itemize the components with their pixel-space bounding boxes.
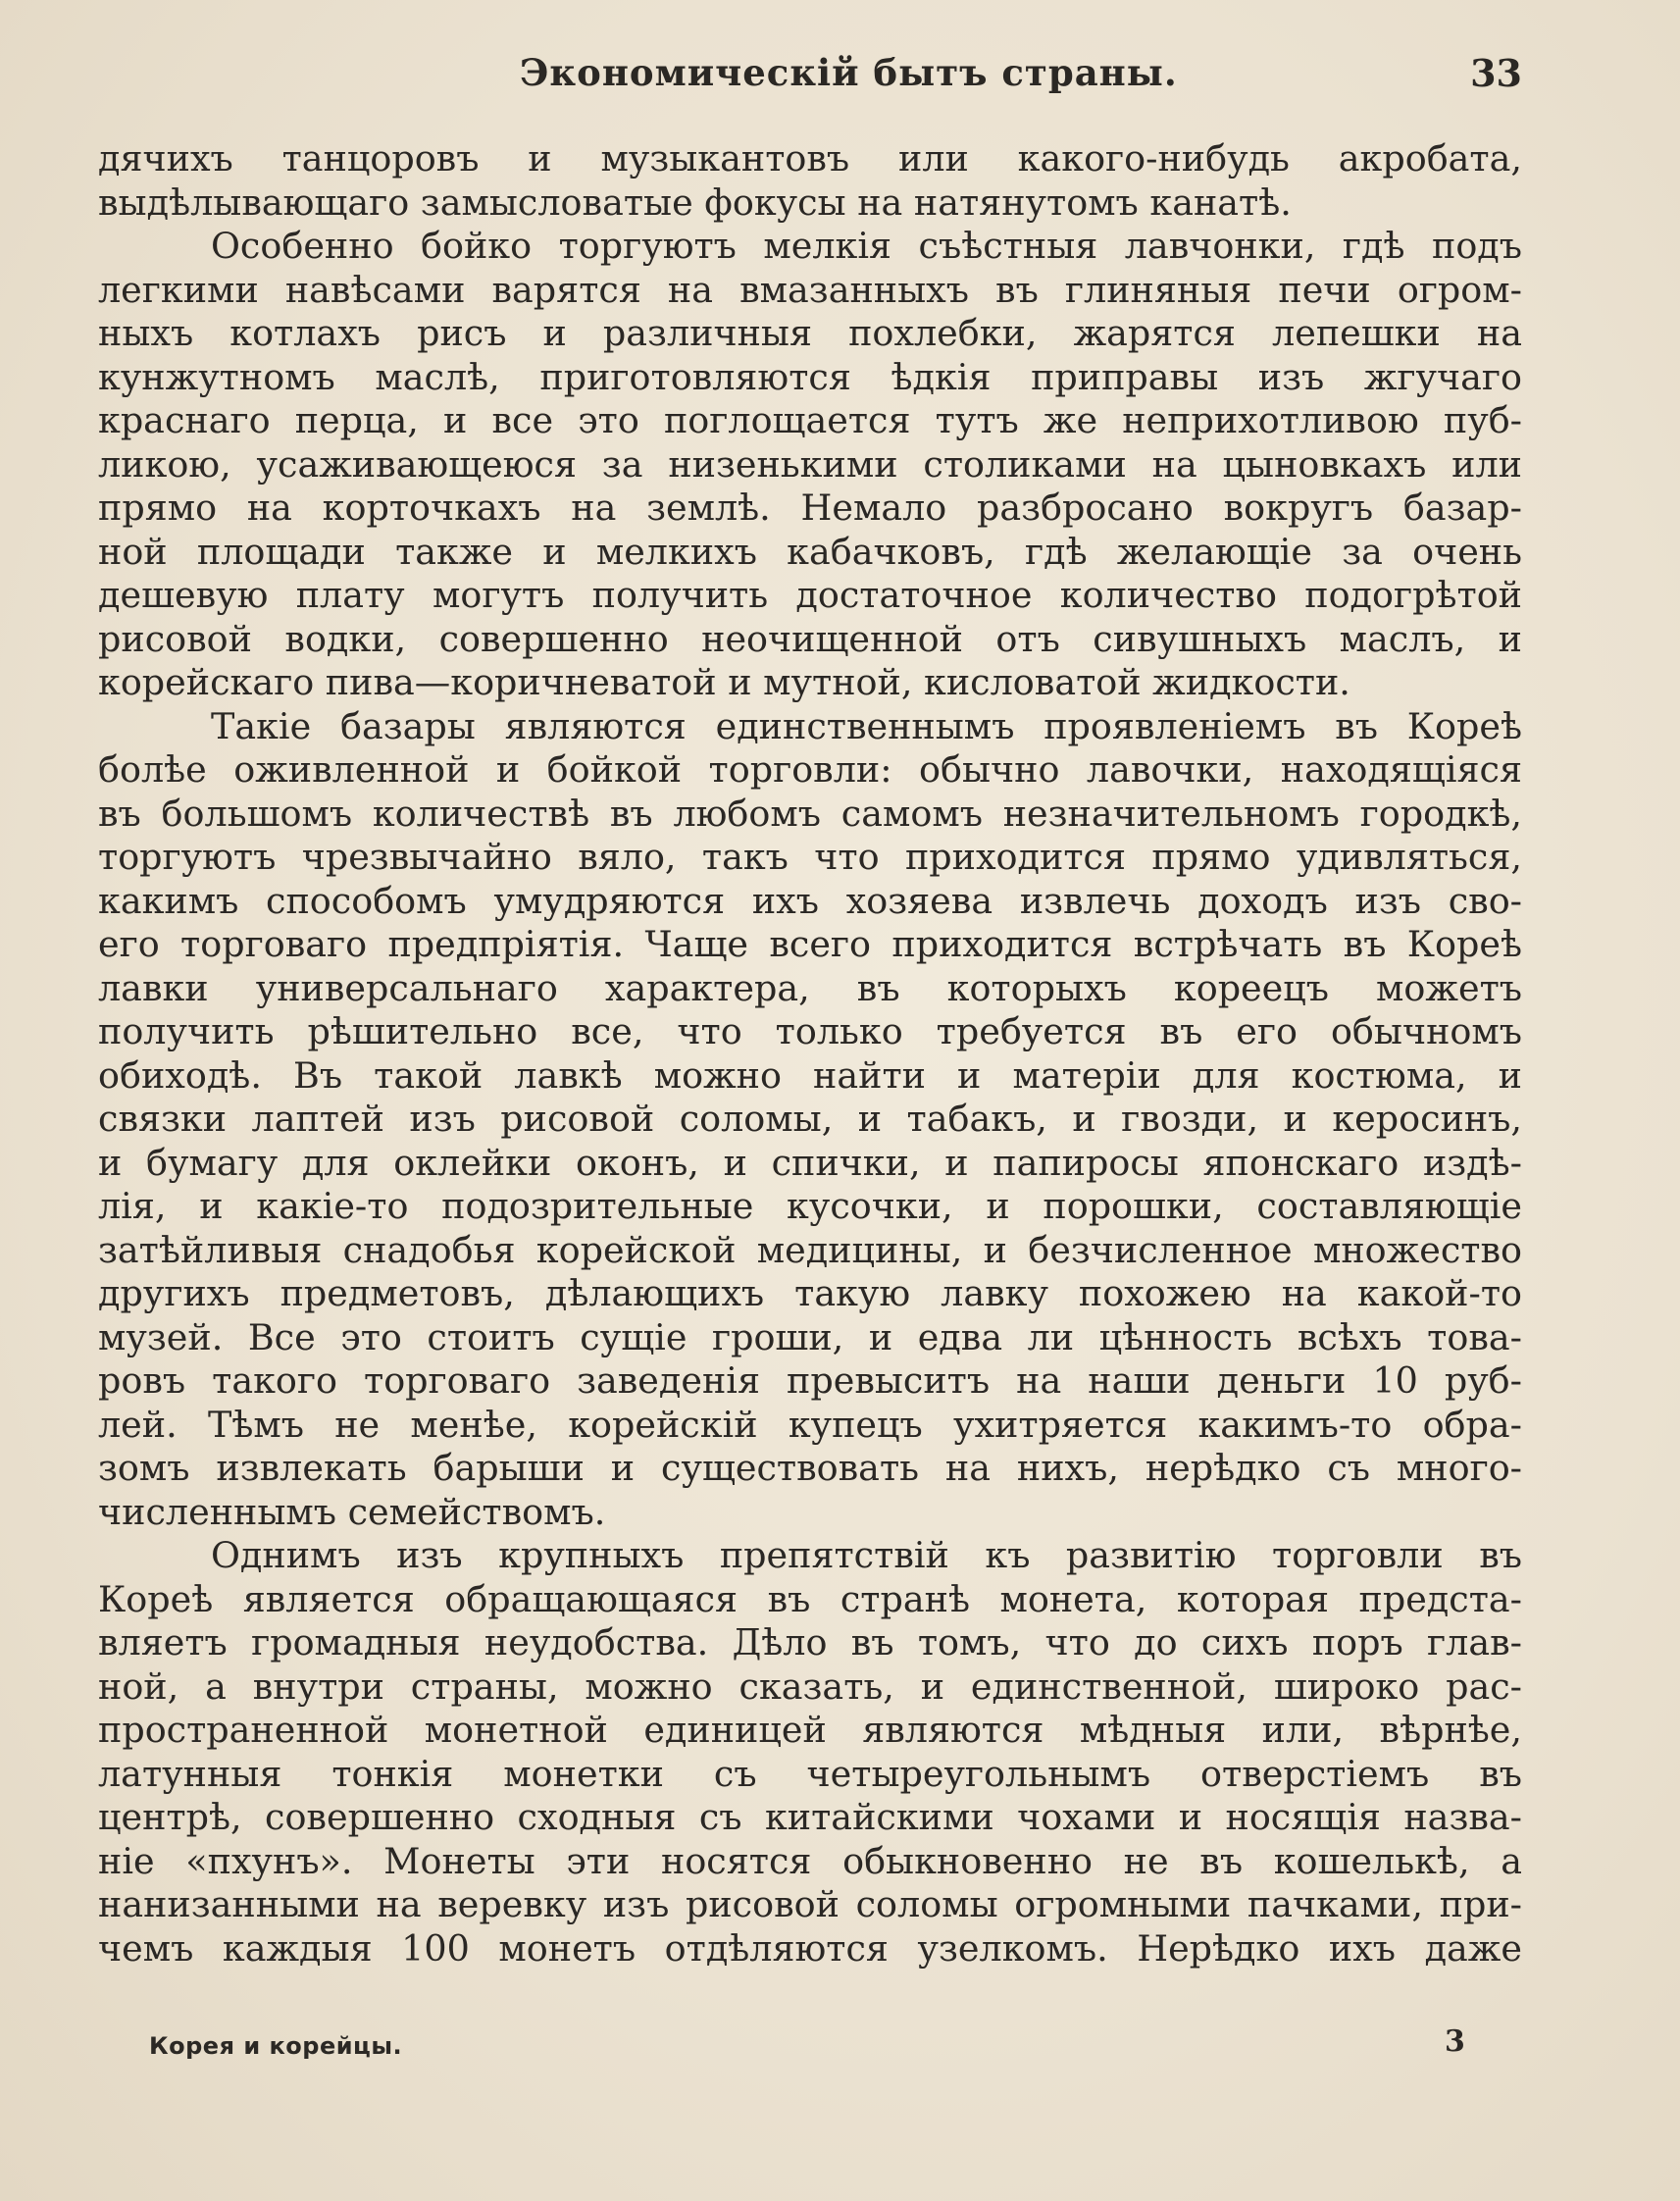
text-line: Такіе базары являются единственнымъ проявленіемъ въ Кореѣ (211, 704, 1522, 747)
text-line: лей. Тѣмъ не менѣе, корейскій купецъ ухитряется какимъ-то обра- (98, 1403, 1522, 1446)
text-line: лавки универсальнаго характера, въ которыхъ кореецъ можетъ (98, 966, 1522, 1009)
text-line: численнымъ семействомъ. (98, 1490, 606, 1533)
text-line: торгуютъ чрезвычайно вяло, такъ что приходится прямо удивляться, (98, 836, 1522, 878)
page-number: 33 (1470, 51, 1522, 95)
text-line: музей. Все это стоитъ сущіе гроши, и едва ли цѣнность всѣхъ това- (98, 1315, 1522, 1358)
signature-mark: Корея и корейцы. (149, 2032, 403, 2060)
text-line: Особенно бойко торгуютъ мелкія съѣстныя лавчонки, гдѣ подъ (211, 225, 1522, 267)
text-line: дячихъ танцоровъ и музыкантовъ или какого-нибудь акробата, (98, 137, 1522, 179)
text-line: чемъ каждыя 100 монетъ отдѣляются узелкомъ. Нерѣдко ихъ даже (98, 1926, 1522, 1970)
text-line: кунжутномъ маслѣ, приготовляются ѣдкія приправы изъ жгучаго (98, 355, 1522, 398)
text-line: зомъ извлекать барыши и существовать на нихъ, нерѣдко съ много- (98, 1447, 1522, 1489)
text-line: связки лаптей изъ рисовой соломы, и табакъ, и гвозди, и керосинъ, (98, 1098, 1522, 1140)
text-line: лія, и какіе-то подозрительные кусочки, и порошки, составляющіе (98, 1185, 1522, 1227)
text-line: вляетъ громадныя неудобства. Дѣло въ томъ, что до сихъ поръ глав- (98, 1621, 1522, 1664)
text-line: какимъ способомъ умудряются ихъ хозяева извлечь доходъ изъ сво- (98, 879, 1522, 922)
text-line: болѣе оживленной и бойкой торговли: обычно лавочки, находящіяся (98, 748, 1522, 791)
text-line: ныхъ котлахъ рисъ и различныя похлебки, жарятся лепешки на (98, 312, 1522, 354)
text-line: пространенной монетной единицей являются мѣдныя или, вѣрнѣе, (98, 1709, 1522, 1751)
sheet-number: 3 (1445, 2024, 1465, 2059)
running-head (98, 51, 1522, 100)
text-line: въ большомъ количествѣ въ любомъ самомъ незначительномъ городкѣ, (98, 792, 1522, 835)
text-line: центрѣ, совершенно сходныя съ китайскими чохами и носящія назва- (98, 1796, 1522, 1838)
text-line: выдѣлывающаго замысловатые фокусы на натянутомъ канатѣ. (98, 180, 1292, 224)
text-line: ной, а внутри страны, можно сказать, и единственной, широко рас- (98, 1664, 1522, 1708)
text-line: легкими навѣсами варятся на вмазанныхъ въ глиняныя печи огром- (98, 268, 1522, 311)
text-line: ніе «пхунъ». Монеты эти носятся обыкновенно не въ кошелькѣ, а (98, 1839, 1522, 1882)
page-footer (98, 2024, 1522, 2064)
text-line: дешевую плату могутъ получить достаточное количество подогрѣтой (98, 574, 1522, 616)
text-line: Однимъ изъ крупныхъ препятствій къ развитію торговли въ (211, 1534, 1522, 1576)
text-line: его торговаго предпріятія. Чаще всего приходится встрѣчать въ Кореѣ (98, 923, 1522, 965)
text-line: обиходѣ. Въ такой лавкѣ можно найти и матеріи для костюма, и (98, 1053, 1522, 1097)
text-line: другихъ предметовъ, дѣлающихъ такую лавку похожею на какой-то (98, 1272, 1522, 1314)
text-line: ровъ такого торговаго заведенія превыситъ на наши деньги 10 руб- (98, 1359, 1522, 1402)
text-line: краснаго перца, и все это поглощается тутъ же неприхотливою пуб- (98, 399, 1522, 441)
body-text (98, 137, 1522, 1971)
text-line: латунныя тонкія монетки съ четыреугольнымъ отверстіемъ въ (98, 1752, 1522, 1795)
running-title: Экономическій бытъ страны. (520, 51, 1178, 94)
text-line: корейскаго пива—коричневатой и мутной, кисловатой жидкости. (98, 661, 1350, 703)
text-line: Кореѣ является обращающаяся въ странѣ монета, которая предста- (98, 1577, 1522, 1620)
text-line: нанизанными на веревку изъ рисовой соломы огромными пачками, при- (98, 1883, 1522, 1925)
text-line: затѣйливыя снадобья корейской медицины, и безчисленное множество (98, 1228, 1522, 1271)
text-line: рисовой водки, совершенно неочищенной отъ сивушныхъ маслъ, и (98, 617, 1522, 660)
text-line: ликою, усаживающеюся за низенькими столиками на цыновкахъ или (98, 442, 1522, 486)
text-line: прямо на корточкахъ на землѣ. Немало разбросано вокругъ базар- (98, 486, 1522, 529)
text-line: получить рѣшительно все, что только требуется въ его обычномъ (98, 1010, 1522, 1052)
text-line: ной площади также и мелкихъ кабачковъ, гдѣ желающіе за очень (98, 530, 1522, 573)
text-line: и бумагу для оклейки оконъ, и спички, и папиросы японскаго издѣ- (98, 1141, 1522, 1184)
